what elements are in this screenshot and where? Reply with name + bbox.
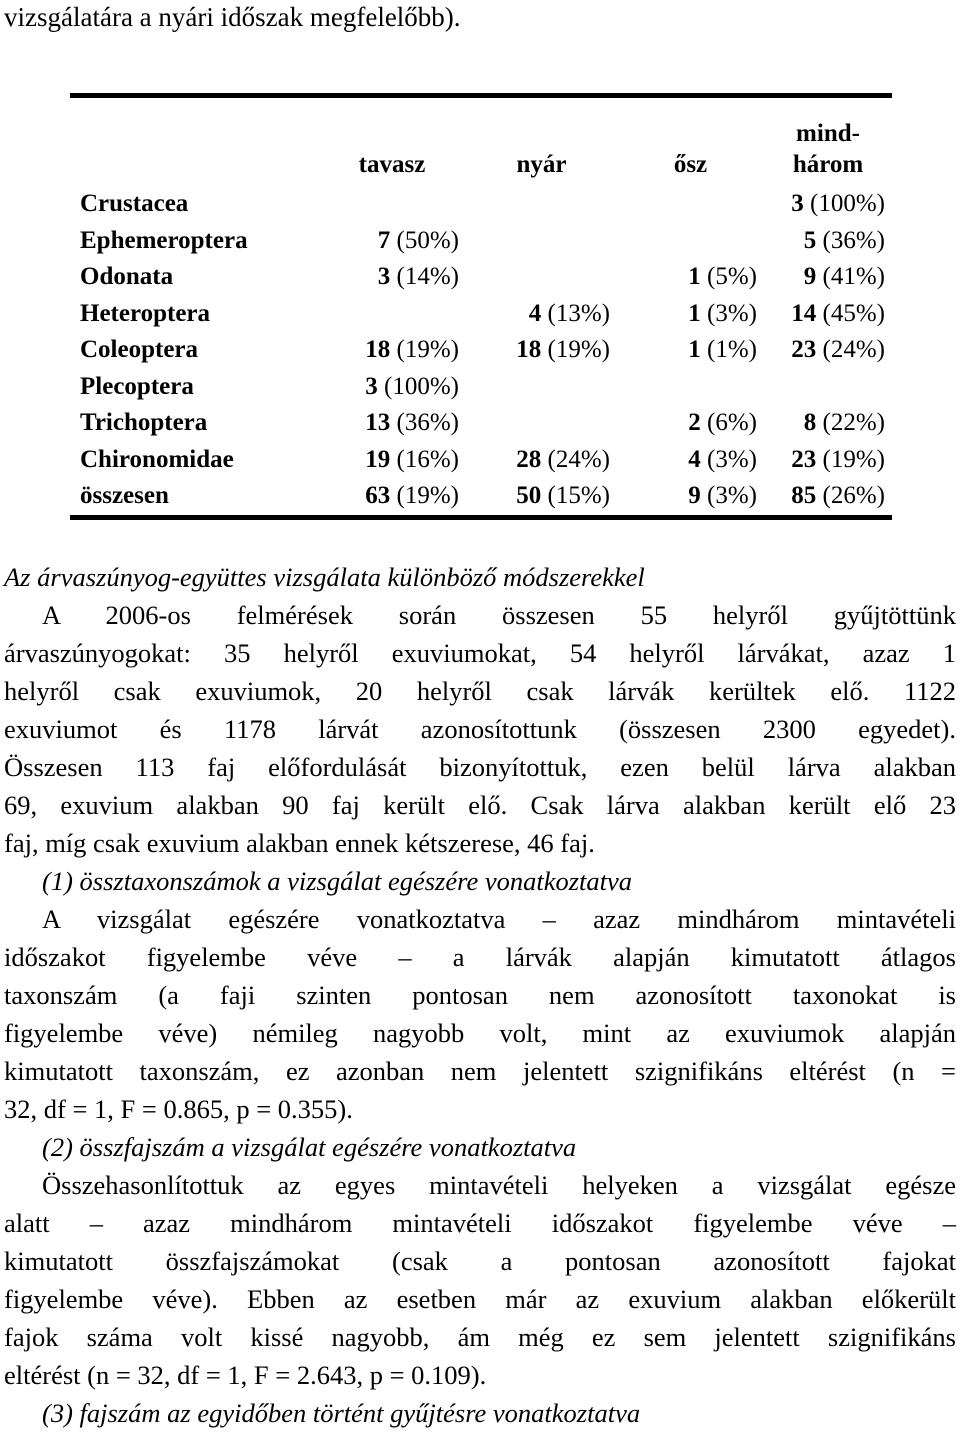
- data-table: [70, 93, 892, 520]
- cell-osz: [617, 259, 764, 296]
- paragraph-line: 32, df = 1, F = 0.865, p = 0.355).: [4, 1094, 353, 1124]
- count-value: 3: [791, 190, 804, 218]
- percent-value: (1%): [707, 336, 757, 364]
- paragraph-line: fajok száma volt kissé nagyobb, ám még ez sem jelentett szignifikáns: [4, 1322, 956, 1352]
- table-row: [70, 405, 892, 442]
- top-text-line: vizsgálatára a nyári időszak megfelelőbb).: [4, 2, 461, 32]
- paragraph-line: árvaszúnyogokat: 35 helyről exuviumokat, 54 helyről lárvákat, azaz 1: [4, 638, 956, 668]
- section-heading-taxon: (1) össztaxonszámok a vizsgálat egészére vonatkoztatva: [42, 866, 633, 896]
- table-row: [70, 478, 892, 515]
- row-label: Trichoptera: [80, 409, 208, 437]
- percent-value: (19%): [396, 336, 459, 364]
- cell-osz: [617, 369, 764, 406]
- count-value: 3: [377, 263, 391, 291]
- percent-value: (5%): [707, 263, 757, 291]
- body-text: [4, 558, 956, 1432]
- percent-value: (50%): [396, 226, 459, 254]
- cell-osz: [617, 442, 764, 479]
- cell-tavasz: [318, 223, 466, 260]
- cell-mindharom: [764, 186, 892, 223]
- cell-osz: [617, 223, 764, 260]
- cell-mindharom: [764, 369, 892, 406]
- paragraph-line: exuviumot és 1178 lárvát azonosítottunk (összesen 2300 egyedet).: [4, 714, 956, 744]
- cell-mindharom: [764, 405, 892, 442]
- cell-mindharom: [764, 259, 892, 296]
- percent-value: (13%): [547, 299, 610, 327]
- paragraph-line: 69, exuvium alakban 90 faj került elő. Csak lárva alakban került elő 23: [4, 790, 956, 820]
- count-value: 5: [803, 226, 817, 254]
- cell-nyar: [466, 186, 617, 223]
- percent-value: (19%): [822, 445, 885, 473]
- cell-osz: [617, 405, 764, 442]
- cell-osz: [617, 478, 764, 515]
- paragraph-line: eltérést (n = 32, df = 1, F = 2.643, p = 0.109).: [4, 1360, 487, 1390]
- percent-value: (45%): [822, 299, 885, 327]
- count-value: 4: [688, 445, 701, 473]
- count-value: 1: [688, 336, 701, 364]
- row-label: Odonata: [80, 263, 174, 291]
- count-value: 3: [365, 372, 378, 400]
- percent-value: (26%): [822, 482, 885, 510]
- cell-nyar: [466, 223, 617, 260]
- cell-mindharom: [764, 332, 892, 369]
- paragraph-line: figyelembe véve). Ebben az esetben már az exuvium alakban előkerült: [4, 1284, 956, 1314]
- percent-value: (3%): [707, 445, 757, 473]
- paragraph-line: faj, míg csak exuvium alakban ennek kétszerese, 46 faj.: [4, 828, 595, 858]
- row-label: Chironomidae: [80, 445, 234, 473]
- percent-value: (24%): [547, 445, 610, 473]
- row-label: Plecoptera: [80, 372, 194, 400]
- table-row: [70, 186, 892, 223]
- paragraph-line: A 2006-os felmérések során összesen 55 helyről gyűjtöttünk: [42, 600, 956, 630]
- cell-tavasz: [318, 296, 466, 333]
- cell-osz: [617, 332, 764, 369]
- cell-tavasz: [318, 259, 466, 296]
- percent-value: (36%): [396, 409, 459, 437]
- count-value: 4: [528, 299, 542, 327]
- count-value: 18: [365, 336, 391, 364]
- table-row: [70, 369, 892, 406]
- paragraph-line: taxonszám (a faji szinten pontosan nem azonosított taxonokat is: [4, 980, 956, 1010]
- header-mindharom-line1: mind-: [796, 120, 860, 147]
- cell-mindharom: [764, 296, 892, 333]
- percent-value: (22%): [822, 409, 885, 437]
- table-header-row: [70, 98, 892, 186]
- count-value: 1: [688, 299, 701, 327]
- percent-value: (16%): [396, 445, 459, 473]
- cell-tavasz: [318, 332, 466, 369]
- cell-nyar: [466, 442, 617, 479]
- header-tavasz: tavasz: [358, 151, 426, 178]
- percent-value: (19%): [547, 336, 610, 364]
- paragraph-line: Összesen 113 faj előfordulását bizonyítottuk, ezen belül lárva alakban: [4, 752, 956, 782]
- percent-value: (100%): [810, 190, 885, 218]
- count-value: 23: [791, 445, 817, 473]
- row-label: Crustacea: [80, 190, 189, 218]
- paragraph-line: kimutatott összfajszámokat (csak a pontosan azonosított fajokat: [4, 1246, 956, 1276]
- header-mindharom-line2: három: [792, 151, 864, 178]
- count-value: 7: [377, 226, 391, 254]
- section-heading-simultaneous: (3) fajszám az egyidőben történt gyűjtésre vonatkoztatva: [42, 1398, 641, 1428]
- header-mindharom: [764, 98, 892, 186]
- cell-nyar: [466, 369, 617, 406]
- count-value: 13: [365, 409, 391, 437]
- cell-tavasz: [318, 478, 466, 515]
- header-empty: [70, 98, 318, 186]
- percent-value: (6%): [707, 409, 757, 437]
- table-row: [70, 296, 892, 333]
- count-value: 23: [791, 336, 817, 364]
- row-label: Ephemeroptera: [80, 226, 248, 254]
- count-value: 18: [516, 336, 542, 364]
- paragraph-line: helyről csak exuviumok, 20 helyről csak lárvák kerültek elő. 1122: [4, 676, 956, 706]
- paragraph-line: időszakot figyelembe véve – a lárvák alapján kimutatott átlagos: [4, 942, 956, 972]
- percent-value: (14%): [396, 263, 459, 291]
- count-value: 2: [688, 409, 701, 437]
- table-row: [70, 332, 892, 369]
- count-value: 1: [688, 263, 701, 291]
- row-label: Heteroptera: [80, 299, 211, 327]
- count-value: 63: [365, 482, 391, 510]
- cell-nyar: [466, 478, 617, 515]
- percent-value: (41%): [822, 263, 885, 291]
- count-value: 50: [516, 482, 542, 510]
- count-value: 14: [791, 299, 817, 327]
- cell-nyar: [466, 405, 617, 442]
- cell-nyar: [466, 296, 617, 333]
- table-row: [70, 442, 892, 479]
- cell-tavasz: [318, 442, 466, 479]
- header-nyar: nyár: [516, 151, 567, 178]
- table-row: [70, 223, 892, 260]
- percent-value: (3%): [707, 299, 757, 327]
- percent-value: (19%): [396, 482, 459, 510]
- cell-nyar: [466, 332, 617, 369]
- paragraph-line: kimutatott taxonszám, ez azonban nem jelentett szignifikáns eltérést (n =: [4, 1056, 956, 1086]
- cell-nyar: [466, 259, 617, 296]
- paragraph-line: Összehasonlítottuk az egyes mintavételi helyeken a vizsgálat egésze: [42, 1170, 956, 1200]
- percent-value: (36%): [822, 226, 885, 254]
- cell-tavasz: [318, 405, 466, 442]
- paragraph-line: A vizsgálat egészére vonatkoztatva – azaz mindhárom mintavételi: [42, 904, 956, 934]
- percent-value: (15%): [547, 482, 610, 510]
- table-row: [70, 259, 892, 296]
- count-value: 9: [688, 482, 701, 510]
- cell-mindharom: [764, 223, 892, 260]
- percent-value: (100%): [384, 372, 459, 400]
- cell-mindharom: [764, 478, 892, 515]
- section-heading-methods: Az árvaszúnyog-együttes vizsgálata különböző módszerekkel: [4, 562, 645, 592]
- cell-osz: [617, 186, 764, 223]
- count-value: 85: [791, 482, 817, 510]
- percent-value: (24%): [822, 336, 885, 364]
- cell-mindharom: [764, 442, 892, 479]
- row-label: összesen: [80, 482, 169, 510]
- percent-value: (3%): [707, 482, 757, 510]
- cell-tavasz: [318, 186, 466, 223]
- paragraph-line: alatt – azaz mindhárom mintavételi időszakot figyelembe véve –: [4, 1208, 956, 1238]
- cell-osz: [617, 296, 764, 333]
- paragraph-line: figyelembe véve) némileg nagyobb volt, mint az exuviumok alapján: [4, 1018, 956, 1048]
- cell-tavasz: [318, 369, 466, 406]
- row-label: Coleoptera: [80, 336, 199, 364]
- section-heading-species: (2) összfajszám a vizsgálat egészére vonatkoztatva: [42, 1132, 577, 1162]
- count-value: 28: [516, 445, 542, 473]
- header-osz: ősz: [673, 151, 708, 178]
- count-value: 9: [803, 263, 817, 291]
- count-value: 8: [803, 409, 817, 437]
- count-value: 19: [365, 445, 391, 473]
